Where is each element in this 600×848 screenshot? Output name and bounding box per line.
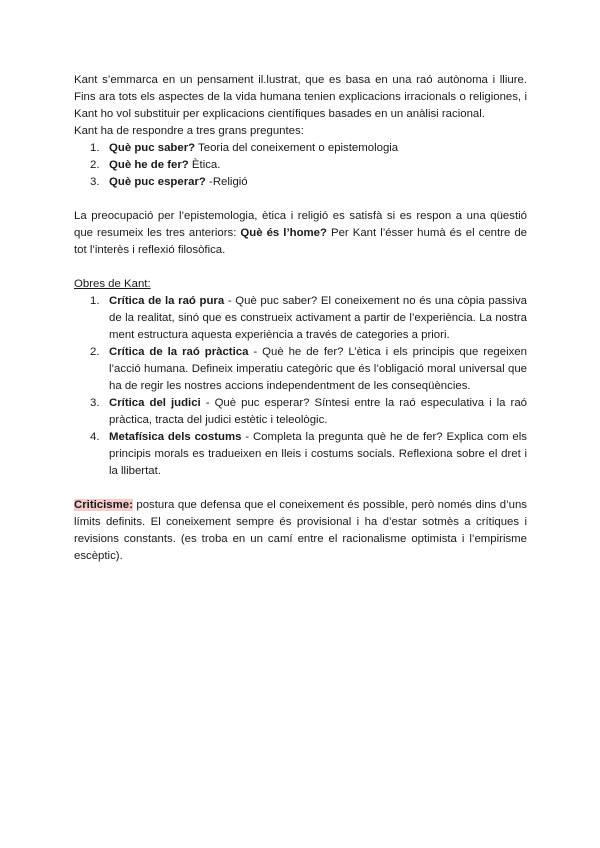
list-item: 3. Què puc esperar? -Religió bbox=[90, 176, 248, 188]
list-item: 2. Què he de fer? Ètica. bbox=[90, 159, 221, 171]
list-item: 1. Què puc saber? Teoria del coneixement o epistemologia bbox=[90, 142, 399, 154]
question-bold: Què puc saber? bbox=[109, 142, 196, 154]
work-title: Crítica del judici bbox=[109, 397, 201, 409]
question-bold: Què he de fer? bbox=[109, 159, 189, 171]
intro-paragraph: Kant s’emmarca en un pensament il.lustrat, que es basa en una raó autònoma i lliure. Fins ara tots els aspectes de la vida humana tenien explicacions irracionals o religiones, i Kant ho vol substituir per explicacions científiques basades en un anàlisi racional. bbox=[74, 74, 527, 120]
criticisme-paragraph: Criticisme: postura que defensa que el coneixement és possible, però només dins d’uns límits definits. El coneixement sempre és provisional i ha d’estar sotmès a crítiques i revisions constants. (es troba en un camí entre el racionalisme optimista i l’empirisme escèptic). bbox=[74, 499, 527, 562]
list-item: 2. Crítica de la raó pràctica - Què he de fer? L’ètica i els principis que regeixen l’acció humana. Defineix imperatiu categòric que és l’obligació moral universal que ha de regir les nostres accions independentment de les conseqüències. bbox=[90, 346, 527, 392]
criticisme-term: Criticisme: bbox=[74, 499, 133, 511]
work-title: Metafísica dels costums bbox=[109, 431, 242, 443]
question-bold: Què puc esperar? bbox=[109, 176, 206, 188]
list-item: 3. Crítica del judici - Què puc esperar? Síntesi entre la raó especulativa i la raó pràctica, tracta del judici estètic i teleològic. bbox=[90, 397, 528, 426]
questions-list bbox=[74, 140, 527, 191]
questions-intro: Kant ha de respondre a tres grans preguntes: bbox=[74, 125, 304, 137]
key-question: Què és l’home? bbox=[240, 227, 327, 239]
works-list bbox=[74, 293, 527, 480]
work-title: Crítica de la raó pura bbox=[109, 295, 225, 307]
works-heading: Obres de Kant: bbox=[74, 278, 151, 290]
work-title: Crítica de la raó pràctica bbox=[109, 346, 249, 358]
document-body bbox=[74, 72, 527, 565]
preocupacio-paragraph: La preocupació per l’epistemologia, ètica i religió es satisfà si es respon a una qüestió que resumeix les tres anteriors: Què és l’home? Per Kant l’ésser humà és el centre de tot l’interès i reflexió filosòfica. bbox=[74, 210, 528, 256]
list-item: 1. Crítica de la raó pura - Què puc saber? El coneixement no és una còpia passiva de la realitat, sinó que es construeix activament a partir de l’experiència. La nostra ment estructura aquesta experiència a través de categories a priori. bbox=[90, 295, 527, 341]
list-item: 4. Metafísica dels costums - Completa la pregunta què he de fer? Explica com els principis morals es tradueixen en lleis i costums socials. Reflexiona sobre el dret i la llibertat. bbox=[90, 431, 527, 477]
